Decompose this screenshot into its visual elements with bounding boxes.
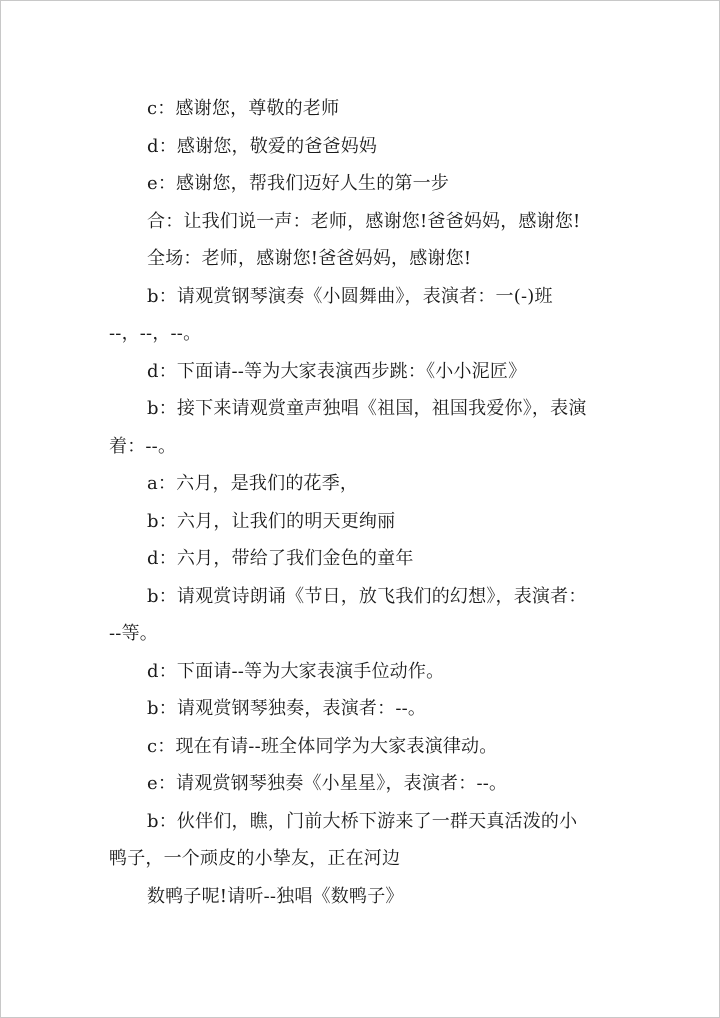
paragraph-line: c：感谢您，尊敬的老师 xyxy=(147,98,340,119)
paragraph-line: d：六月，带给了我们金色的童年 xyxy=(147,548,414,569)
paragraph-line: b：接下来请观赏童声独唱《祖国，祖国我爱你》，表演 xyxy=(147,398,587,419)
paragraph-line: d：感谢您，敬爱的爸爸妈妈 xyxy=(147,135,378,157)
paragraph-continuation-line: 鸭子，一个顽皮的小挚友，正在河边 xyxy=(109,848,401,869)
paragraph-line: a：六月，是我们的花季， xyxy=(147,473,359,494)
paragraph-line: e：感谢您，帮我们迈好人生的第一步 xyxy=(147,173,450,194)
paragraph-line: b：请观赏诗朗诵《节日，放飞我们的幻想》，表演者： xyxy=(147,585,587,607)
paragraph-continuation-line: 着：--。 xyxy=(109,435,177,457)
paragraph-continuation-line: --等。 xyxy=(109,623,158,644)
paragraph-line: e：请观赏钢琴独奏《小星星》，表演者：--。 xyxy=(147,773,508,794)
paragraph-line: 数鸭子呢!请听--独唱《数鸭子》 xyxy=(147,885,404,907)
paragraph-line: d：下面请--等为大家表演西步跳：《小小泥匠》 xyxy=(147,360,527,382)
paragraph-line: c：现在有请--班全体同学为大家表演律动。 xyxy=(147,735,498,757)
paragraph-line: b：请观赏钢琴独奏，表演者：--。 xyxy=(147,698,427,719)
document-body xyxy=(109,90,617,915)
paragraph-continuation-line: --，--，--。 xyxy=(109,323,202,344)
paragraph-line: d：下面请--等为大家表演手位动作。 xyxy=(147,660,445,682)
paragraph-line: b：请观赏钢琴演奏《小圆舞曲》，表演者：一(-)班 xyxy=(147,285,553,307)
paragraph-line: b：伙伴们，瞧，门前大桥下游来了一群天真活泼的小 xyxy=(147,810,578,832)
paragraph-line: 合：让我们说一声：老师，感谢您!爸爸妈妈，感谢您! xyxy=(147,210,581,232)
paragraph-line: b：六月，让我们的明天更绚丽 xyxy=(147,510,396,532)
paragraph-line: 全场：老师，感谢您!爸爸妈妈，感谢您! xyxy=(147,248,472,269)
